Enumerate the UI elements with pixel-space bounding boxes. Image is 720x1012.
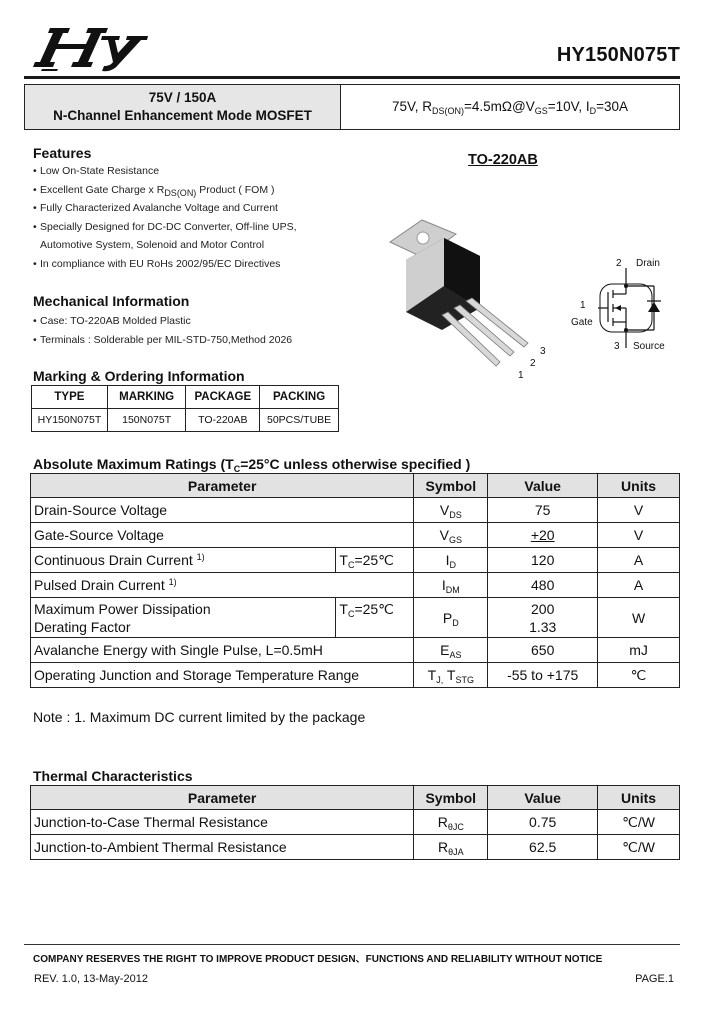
spec-sub: D — [589, 106, 597, 116]
footer-notice: COMPANY RESERVES THE RIGHT TO IMPROVE PRODUCT DESIGN、FUNCTIONS AND RELIABILITY WITHOUT NOTICE — [33, 954, 603, 965]
symbol-cell: $T_{J,}$ $T_{STG}$ — [414, 663, 488, 688]
mechanical-list — [33, 312, 363, 349]
spec-text: =10V, I — [547, 99, 590, 114]
page-number: PAGE.1 — [635, 973, 674, 985]
table-header-row — [32, 386, 339, 409]
table-header-row — [31, 786, 680, 810]
list-item: • Terminals : Solderable per MIL-STD-750,Method 2026 — [33, 333, 293, 346]
schematic-drain-label: Drain — [636, 258, 660, 269]
package-title: TO-220AB — [468, 152, 538, 168]
thermal-table — [30, 785, 680, 860]
schematic-source-label: Source — [633, 341, 665, 352]
table-row — [31, 810, 680, 835]
symbol-cell: $V_{DS}$ — [414, 498, 488, 523]
condition-cell: $T_C=25℃$ — [336, 598, 414, 638]
spec-text: 75V, R — [391, 99, 432, 114]
unit-cell: A — [598, 573, 680, 598]
symbol-cell: $E_{AS}$ — [414, 638, 488, 663]
column-header: Value — [488, 474, 598, 498]
schematic-gate-label: Gate — [571, 317, 593, 328]
mosfet-schematic — [590, 268, 670, 348]
value-cell: 650 — [488, 638, 598, 663]
summary-box — [24, 84, 680, 130]
ordering-title: Marking & Ordering Information — [33, 368, 245, 384]
value-cell: 0.75 — [488, 810, 598, 835]
table-cell: HY150N075T — [32, 409, 108, 432]
table-row — [31, 663, 680, 688]
part-number: HY150N075T — [556, 44, 680, 66]
param-cell: Maximum Power Dissipation Derating Factor — [31, 598, 336, 638]
table-row — [31, 498, 680, 523]
list-item: Automotive System, Solenoid and Motor Control — [40, 239, 265, 251]
unit-cell: A — [598, 548, 680, 573]
symbol-cell: $I_D$ — [414, 548, 488, 573]
table-row — [31, 548, 680, 573]
value-cell: 200 1.33 — [488, 598, 598, 638]
column-header: Symbol — [414, 786, 488, 810]
features-title: Features — [33, 145, 92, 161]
summary-spec-cell — [341, 85, 679, 129]
list-item: • In compliance with EU RoHs 2002/95/EC Directives — [33, 257, 281, 270]
spec-sub: DS(ON) — [432, 106, 464, 116]
list-item: • Fully Characterized Avalanche Voltage and Current — [33, 202, 278, 214]
column-header: Units — [598, 474, 680, 498]
value-cell: -55 to +175 — [488, 663, 598, 688]
column-header: Parameter — [31, 786, 414, 810]
value-cell: 75 — [488, 498, 598, 523]
param-cell: Operating Junction and Storage Temperature Range — [31, 663, 414, 688]
rating-text: 75V / 150A — [148, 90, 217, 105]
value-cell: 62.5 — [488, 835, 598, 860]
footer-rule — [24, 944, 680, 945]
param-cell: Gate-Source Voltage — [31, 523, 414, 548]
column-header: TYPE — [32, 386, 108, 409]
param-cell: Junction-to-Ambient Thermal Resistance — [31, 835, 414, 860]
value-cell: 120 — [488, 548, 598, 573]
param-cell: Pulsed Drain Current $^{1)}$ — [31, 573, 414, 598]
device-type-text: N-Channel Enhancement Mode MOSFET — [53, 108, 312, 123]
spec-sub: GS — [534, 106, 548, 116]
table-cell: 50PCS/TUBE — [260, 409, 339, 432]
column-header: Parameter — [31, 474, 414, 498]
unit-cell: V — [598, 498, 680, 523]
symbol-cell: $R_{\theta JC}$ — [414, 810, 488, 835]
list-item: • Specially Designed for DC-DC Converter, Off-line UPS, — [33, 220, 297, 233]
unit-cell: W — [598, 598, 680, 638]
abs-max-table — [30, 473, 680, 688]
table-row — [31, 523, 680, 548]
param-cell: Continuous Drain Current $^{1)}$ — [31, 548, 336, 573]
param-cell: Drain-Source Voltage — [31, 498, 414, 523]
header-rule — [24, 76, 680, 79]
table-row — [32, 409, 339, 432]
list-item: • Case: TO-220AB Molded Plastic — [33, 315, 191, 327]
spec-text: =30A — [596, 99, 629, 114]
symbol-cell: $R_{\theta JA}$ — [414, 835, 488, 860]
pin-label: 1 — [518, 370, 524, 381]
value-cell: 480 — [488, 573, 598, 598]
footnote: Note : 1. Maximum DC current limited by the package — [33, 709, 366, 725]
list-item: • Low On-State Resistance — [33, 165, 160, 177]
table-row — [31, 573, 680, 598]
column-header: Symbol — [414, 474, 488, 498]
column-header: PACKING — [260, 386, 339, 409]
schematic-pin1: 1 — [580, 300, 586, 311]
schematic-pin2: 2 — [616, 258, 622, 269]
pin-label: 2 — [530, 358, 536, 369]
schematic-pin3: 3 — [614, 341, 620, 352]
company-logo — [28, 22, 156, 74]
column-header: Value — [488, 786, 598, 810]
column-header: PACKAGE — [186, 386, 260, 409]
table-cell: 150N075T — [107, 409, 186, 432]
param-cell: Avalanche Energy with Single Pulse, L=0.5mH — [31, 638, 414, 663]
condition-cell: $T_C=25℃$ — [336, 548, 414, 573]
table-row — [31, 598, 680, 638]
column-header: MARKING — [107, 386, 186, 409]
column-header: Units — [598, 786, 680, 810]
unit-cell: V — [598, 523, 680, 548]
summary-rating-cell — [25, 85, 341, 129]
unit-cell: ℃ — [598, 663, 680, 688]
pin-label: 3 — [540, 346, 546, 357]
table-header-row — [31, 474, 680, 498]
param-cell: Junction-to-Case Thermal Resistance — [31, 810, 414, 835]
revision-text: REV. 1.0, 13-May-2012 — [34, 973, 148, 985]
features-list — [33, 162, 353, 273]
unit-cell: mJ — [598, 638, 680, 663]
symbol-cell: $I_{DM}$ — [414, 573, 488, 598]
unit-cell: ℃/W — [598, 810, 680, 835]
symbol-cell: $V_{GS}$ — [414, 523, 488, 548]
unit-cell: ℃/W — [598, 835, 680, 860]
table-cell: TO-220AB — [186, 409, 260, 432]
thermal-title: Thermal Characteristics — [33, 768, 193, 784]
symbol-cell: $P_D$ — [414, 598, 488, 638]
spec-text: =4.5mΩ@V — [464, 99, 535, 114]
mechanical-title: Mechanical Information — [33, 293, 190, 309]
table-row — [31, 638, 680, 663]
ordering-table — [31, 385, 339, 432]
value-cell: +20 — [488, 523, 598, 548]
list-item: • Excellent Gate Charge x $R_{DS(ON)}$ Product ( FOM ) — [33, 183, 275, 198]
package-drawing — [384, 212, 564, 387]
abs-max-title: Absolute Maximum Ratings ($T_C=25^\circ C$ unless otherwise specified ) — [33, 456, 471, 474]
table-row — [31, 835, 680, 860]
